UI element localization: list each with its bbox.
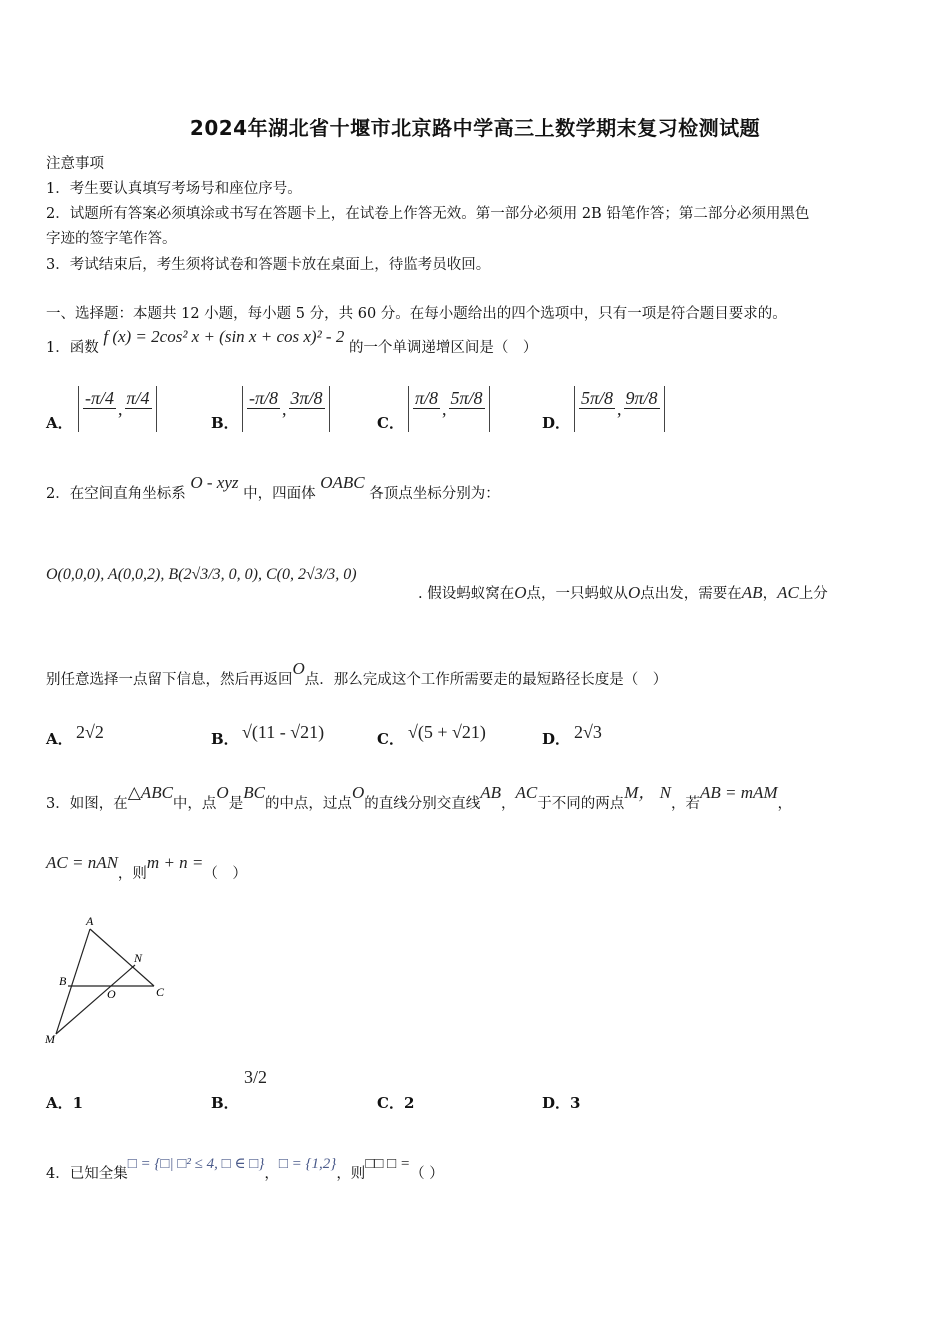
q2-o: O [514,583,527,602]
q3-text: 的中点，过点 [264,796,352,812]
q4-text: ，则 [336,1166,366,1182]
q2-option-c[interactable]: √(5 + √21) [408,722,486,742]
q3-text: 于不同的两点 [537,796,625,812]
q3-ab: AB [480,783,501,802]
q1-option-b[interactable]: -π/8 , 3π/8 [242,386,330,432]
q2-o: O [292,659,305,678]
frac-num: π/4 [126,388,150,408]
q3-text: 3．如图，在 [46,796,128,812]
q2-line2 [418,582,828,603]
q2-option-a[interactable]: 2√2 [76,722,104,742]
q1-option-d[interactable]: 5π/8 , 9π/8 [574,386,665,432]
q3-text: ，若 [670,796,700,812]
q1-prefix: 1．函数 [46,340,99,356]
q2-option-d[interactable]: 2√3 [574,722,602,742]
q2-points-line [46,566,357,584]
q2-text: 中，四面体 [243,486,316,502]
q4-set-a: □ = {1,2} [278,1156,337,1172]
q4-set-u: □ = {□| □² ≤ 4, □ ∈ □} [127,1156,265,1172]
q2-text: 点出发，需要在 [640,586,742,602]
notice-item: 1．考生要认真填写考场号和座位序号。 [46,181,302,197]
q2-option-b-label[interactable]: B． [211,730,239,748]
q3-option-d-label[interactable] [542,1092,580,1113]
q2-tetra: OABC [320,473,365,492]
notice-item: 2．试题所有答案必须填涂或书写在答题卡上，在试卷上作答无效。第一部分必须用 2B 铅笔作答；第二部分必须用黑色 [46,206,810,222]
q2-coord: O - xyz [190,473,239,492]
label-m: M [45,1032,55,1046]
notice-item: 字迹的签字笔作答。 [46,231,177,247]
q1-formula: f (x) = 2cos² x + (sin x + cos x)² - 2 [103,327,345,346]
q1-option-c-label[interactable]: C． [377,414,404,432]
q2-o: O [628,583,641,602]
q3-eq3: m + n = [146,853,204,872]
q2-option-c-label[interactable]: C． [377,730,404,748]
q3-option-b[interactable] [242,1066,269,1087]
q2-option-d-label[interactable]: D． [542,730,571,748]
q1-option-a-label[interactable]: A． [46,414,73,432]
frac-num: 5π/8 [581,388,614,408]
label-o: O [107,987,116,1001]
q1-option-c[interactable]: π/8 , 5π/8 [408,386,490,432]
label-a: A [86,914,94,928]
q3-triangle-figure [40,912,175,1047]
q2-text: 各顶点坐标分别为： [369,486,500,502]
q4-text: （ ） [410,1166,444,1182]
q1-suffix: 的一个单调递增区间是（ ） [348,340,538,356]
frac-num: -π/4 [85,388,115,408]
q3-label: A． [46,1094,73,1112]
q1-option-d-label[interactable]: D． [542,414,571,432]
q3-text: ， [501,796,516,812]
question-2 [46,473,500,503]
q3-text: ，则 [117,866,147,882]
label-n: N [134,951,143,965]
q2-text: 2．在空间直角坐标系 [46,486,186,502]
q1-option-b-label[interactable]: B． [211,414,239,432]
q1-option-a[interactable]: -π/4 , π/4 [78,386,157,432]
q3-o: O [216,783,229,802]
q4-text: ， [264,1166,279,1182]
q2-text: 别任意选择一点留下信息，然后再返回 [46,672,293,688]
q4-text: 4．已知全集 [46,1166,128,1182]
q3-text: （ ） [203,866,247,882]
frac-num: 5π/8 [450,388,483,408]
line-ac [90,929,154,986]
q3-text: 的直线分别交直线 [364,796,481,812]
q3-label: C． [377,1094,404,1112]
q3-ac: AC [515,783,538,802]
q2-text: 上分 [798,586,828,602]
q2-text: 点，一只蚂蚁从 [526,586,628,602]
q3-label: D． [542,1094,571,1112]
q3-o: O [351,783,365,802]
q3-text: 中，点 [172,796,217,812]
q3-option-b-label[interactable]: B． [211,1094,239,1112]
q3-option-d: 3 [570,1094,581,1112]
question-3 [46,783,793,813]
label-b: B [59,974,67,988]
q3-mn: M， N [624,783,671,802]
q3-tri: △ABC [127,783,173,802]
q4-complement: □□ □ = [365,1156,411,1172]
frac-num: 3π/8 [290,388,323,408]
question-3-cont [46,853,247,883]
q2-text: 点．那么完成这个工作所需要走的最短路径长度是（ ） [304,672,668,688]
q2-points: O(0,0,0), A(0,0,2), B(2√3/3, 0, 0), C(0, 2√3/3, 0) [46,566,357,583]
q3-eq2: AC = nAN [46,853,118,872]
q2-option-b[interactable]: √(11 - √21) [242,722,325,742]
question-1 [46,327,538,357]
notice-item: 3．考试结束后，考生须将试卷和答题卡放在桌面上，待监考员收回。 [46,257,491,273]
q2-line3 [46,659,668,689]
q2-text: . 假设蚂蚁窝在 [418,586,515,602]
q2-option-a-label[interactable]: A． [46,730,73,748]
q2-ac: AC [777,583,799,602]
q3-option-c-label[interactable] [377,1092,414,1113]
section-heading: 一、选择题：本题共 12 小题，每小题 5 分，共 60 分。在每小题给出的四个选项中，只有一项是符合题目要求的。 [46,306,787,322]
q2-text: ， [762,586,778,602]
page-title: 2024年湖北省十堰市北京路中学高三上数学期末复习检测试题 [189,116,761,140]
q3-bc: BC [243,783,265,802]
q3-text: ， [777,796,793,812]
notice-heading: 注意事项 [46,156,104,172]
frac-num: 9π/8 [625,388,658,408]
label-c: C [156,985,165,999]
q3-text: 是 [228,796,244,812]
question-4 [46,1156,444,1183]
q3-option-c: 2 [403,1094,415,1112]
frac: 3/2 [244,1067,268,1088]
q3-option-a-label[interactable] [46,1092,83,1113]
q3-eq1: AB = mAM [699,783,778,802]
frac-num: -π/8 [249,388,279,408]
q2-ab: AB [741,583,763,602]
frac-num: π/8 [415,388,439,408]
q3-option-a: 1 [72,1094,84,1112]
line-mn [56,965,135,1034]
